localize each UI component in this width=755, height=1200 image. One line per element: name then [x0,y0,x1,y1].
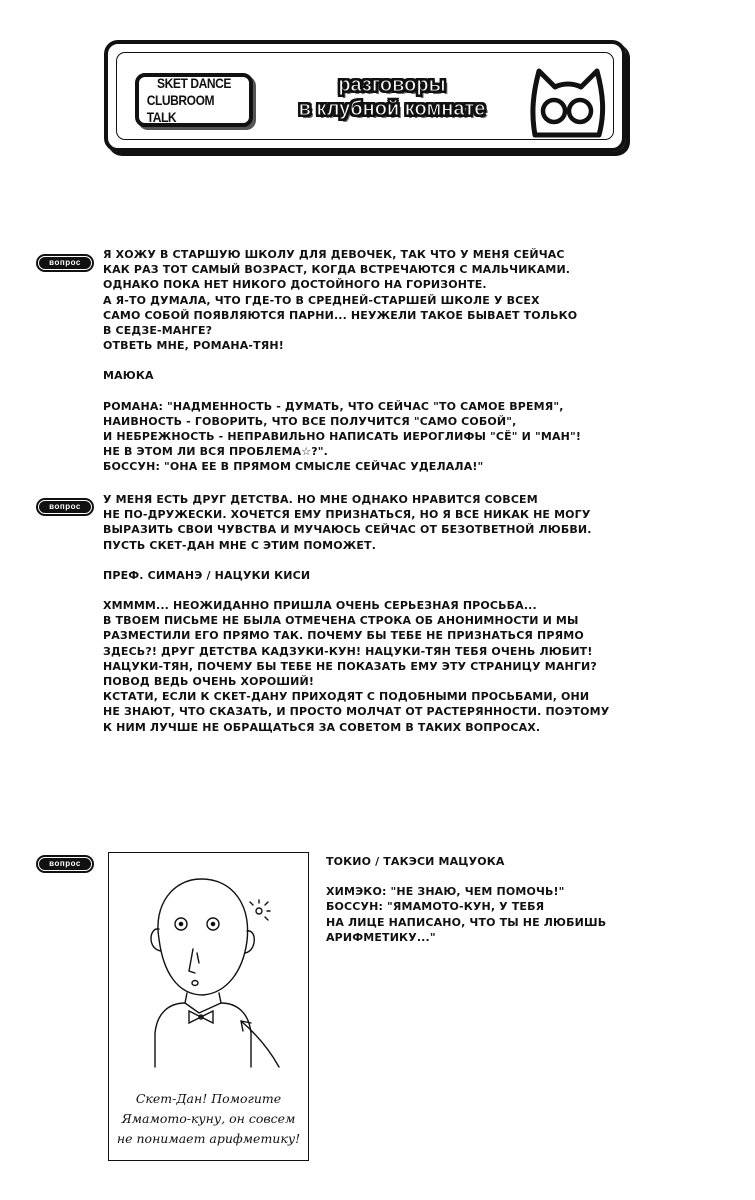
reader-signature: ПРЕФ. СИМАНЭ / НАЦУКИ КИСИ [103,568,311,582]
question-line: ОТВЕТЬ МНЕ, РОМАНА-ТЯН! [103,339,284,353]
header-banner [104,40,626,152]
answer-line: НЕ В ЭТОМ ЛИ ВСЯ ПРОБЛЕМА☆?". [103,445,329,459]
header-inner-frame [116,52,614,140]
question-line: А Я-ТО ДУМАЛА, ЧТО ГДЕ-ТО В СРЕДНЕЙ-СТАРШЕЙ ШКОЛЕ У ВСЕХ [103,293,540,307]
question-line: ВЫРАЗИТЬ СВОИ ЧУВСТВА И МУЧАЮСЬ СЕЙЧАС ОТ БЕЗОТВЕТНОЙ ЛЮБВИ. [103,523,592,537]
question-line: В СЕДЗЕ-МАНГЕ? [103,324,213,338]
answer-line: ЗДЕСЬ?! ДРУГ ДЕТСТВА КАДЗУКИ-КУН! НАЦУКИ-ТЯН ТЕБЯ ОЧЕНЬ ЛЮБИТ! [103,644,593,658]
answer-line: ХММММ... НЕОЖИДАННО ПРИШЛА ОЧЕНЬ СЕРЬЕЗНАЯ ПРОСЬБА... [103,599,537,613]
question-line: Я ХОЖУ В СТАРШУЮ ШКОЛУ ДЛЯ ДЕВОЧЕК, ТАК ЧТО У МЕНЯ СЕЙЧАС [103,248,565,261]
question-line: ПУСТЬ СКЕТ-ДАН МНЕ С ЭТИМ ПОМОЖЕТ. [103,538,377,552]
reader-signature: ТОКИО / ТАКЭСИ МАЦУОКА [326,855,505,868]
question-badge: вопрос [36,498,94,516]
answer-line: ХИМЭКО: "НЕ ЗНАЮ, ЧЕМ ПОМОЧЬ!" [326,885,565,899]
answer-line: НА ЛИЦЕ НАПИСАНО, ЧТО ТЫ НЕ ЛЮБИШЬ [326,915,607,929]
answer-line: И НЕБРЕЖНОСТЬ - НЕПРАВИЛЬНО НАПИСАТЬ ИЕРОГЛИФЫ "СЁ" И "МАН"! [103,430,582,444]
reader-signature: МАЮКА [103,369,154,383]
answer-line: КСТАТИ, ЕСЛИ К СКЕТ-ДАНУ ПРИХОДЯТ С ПОДОБНЫМИ ПРОСЬБАМИ, ОНИ [103,690,590,704]
answer-line: НАЦУКИ-ТЯН, ПОЧЕМУ БЫ ТЕБЕ НЕ ПОКАЗАТЬ ЕМУ ЭТУ СТРАНИЦУ МАНГИ? [103,659,597,673]
question-badge: вопрос [36,855,94,873]
caption-line: Ямамото-куну, он совсем [121,1111,296,1126]
qa-block-1 [103,247,581,475]
logo-line-2: CLUBROOM TALK [146,91,215,125]
answer-line: РОМАНА: "НАДМЕННОСТЬ - ДУМАТЬ, ЧТО СЕЙЧАС "ТО САМОЕ ВРЕМЯ", [103,399,564,413]
question-line: НЕ ПО-ДРУЖЕСКИ. ХОЧЕТСЯ ЕМУ ПРИЗНАТЬСЯ, НО Я ВСЕ НИКАК НЕ МОГУ [103,508,591,522]
sket-dance-logo [135,73,253,127]
question-line: САМО СОБОЙ ПОЯВЛЯЮТСЯ ПАРНИ... НЕУЖЕЛИ ТАКОЕ БЫВАЕТ ТОЛЬКО [103,308,578,322]
page-title [267,73,517,121]
question-line: КАК РАЗ ТОТ САМЫЙ ВОЗРАСТ, КОГДА ВСТРЕЧАЮТСЯ С МАЛЬЧИКАМИ. [103,263,571,277]
page-title-line-2: в клубной комнате [298,98,486,120]
answer-line: РАЗМЕСТИЛИ ЕГО ПРЯМО ТАК. ПОЧЕМУ БЫ ТЕБЕ НЕ ПРИЗНАТЬСЯ ПРЯМО [103,629,584,643]
answer-line: К НИМ ЛУЧШЕ НЕ ОБРАЩАТЬСЯ ЗА СОВЕТОМ В ТАКИХ ВОПРОСАХ. [103,720,541,734]
answer-line: БОССУН: "ЯМАМОТО-КУН, У ТЕБЯ [326,900,545,914]
qa-block-2 [103,492,609,735]
answer-line: ПОВОД ВЕДЬ ОЧЕНЬ ХОРОШИЙ! [103,675,315,689]
answer-line: НАИВНОСТЬ - ГОВОРИТЬ, ЧТО ВСЕ ПОЛУЧИТСЯ "САМО СОБОЙ", [103,414,517,428]
answer-line: НЕ ЗНАЮТ, ЧТО СКАЗАТЬ, И ПРОСТО МОЛЧАТ ОТ РАСТЕРЯННОСТИ. ПОЭТОМУ [103,705,610,719]
qa-block-3 [326,854,606,945]
logo-line-1: SKET DANCE [157,74,231,91]
reader-drawing [108,852,309,1161]
caption-line: Скет-Дан! Помогите [135,1091,282,1106]
question-line: ОДНАКО ПОКА НЕТ НИКОГО ДОСТОЙНОГО НА ГОРИЗОНТЕ. [103,278,487,292]
answer-line: В ТВОЕМ ПИСЬМЕ НЕ БЫЛА ОТМЕЧЕНА СТРОКА ОБ АНОНИМНОСТИ И МЫ [103,614,579,628]
page-title-line-1: разговоры [338,74,446,96]
answer-line: АРИФМЕТИКУ..." [326,930,436,944]
caption-line: не понимает арифметику! [116,1131,301,1146]
cat-with-glasses-icon [525,63,609,143]
question-badge: вопрос [36,254,94,272]
answer-line: БОССУН: "ОНА ЕЕ В ПРЯМОМ СМЫСЛЕ СЕЙЧАС УДЕЛАЛА!" [103,460,484,474]
bald-boy-illustration [109,853,307,1085]
question-line: У МЕНЯ ЕСТЬ ДРУГ ДЕТСТВА. НО МНЕ ОДНАКО НРАВИТСЯ СОВСЕМ [103,493,538,506]
drawing-caption [109,1089,308,1149]
